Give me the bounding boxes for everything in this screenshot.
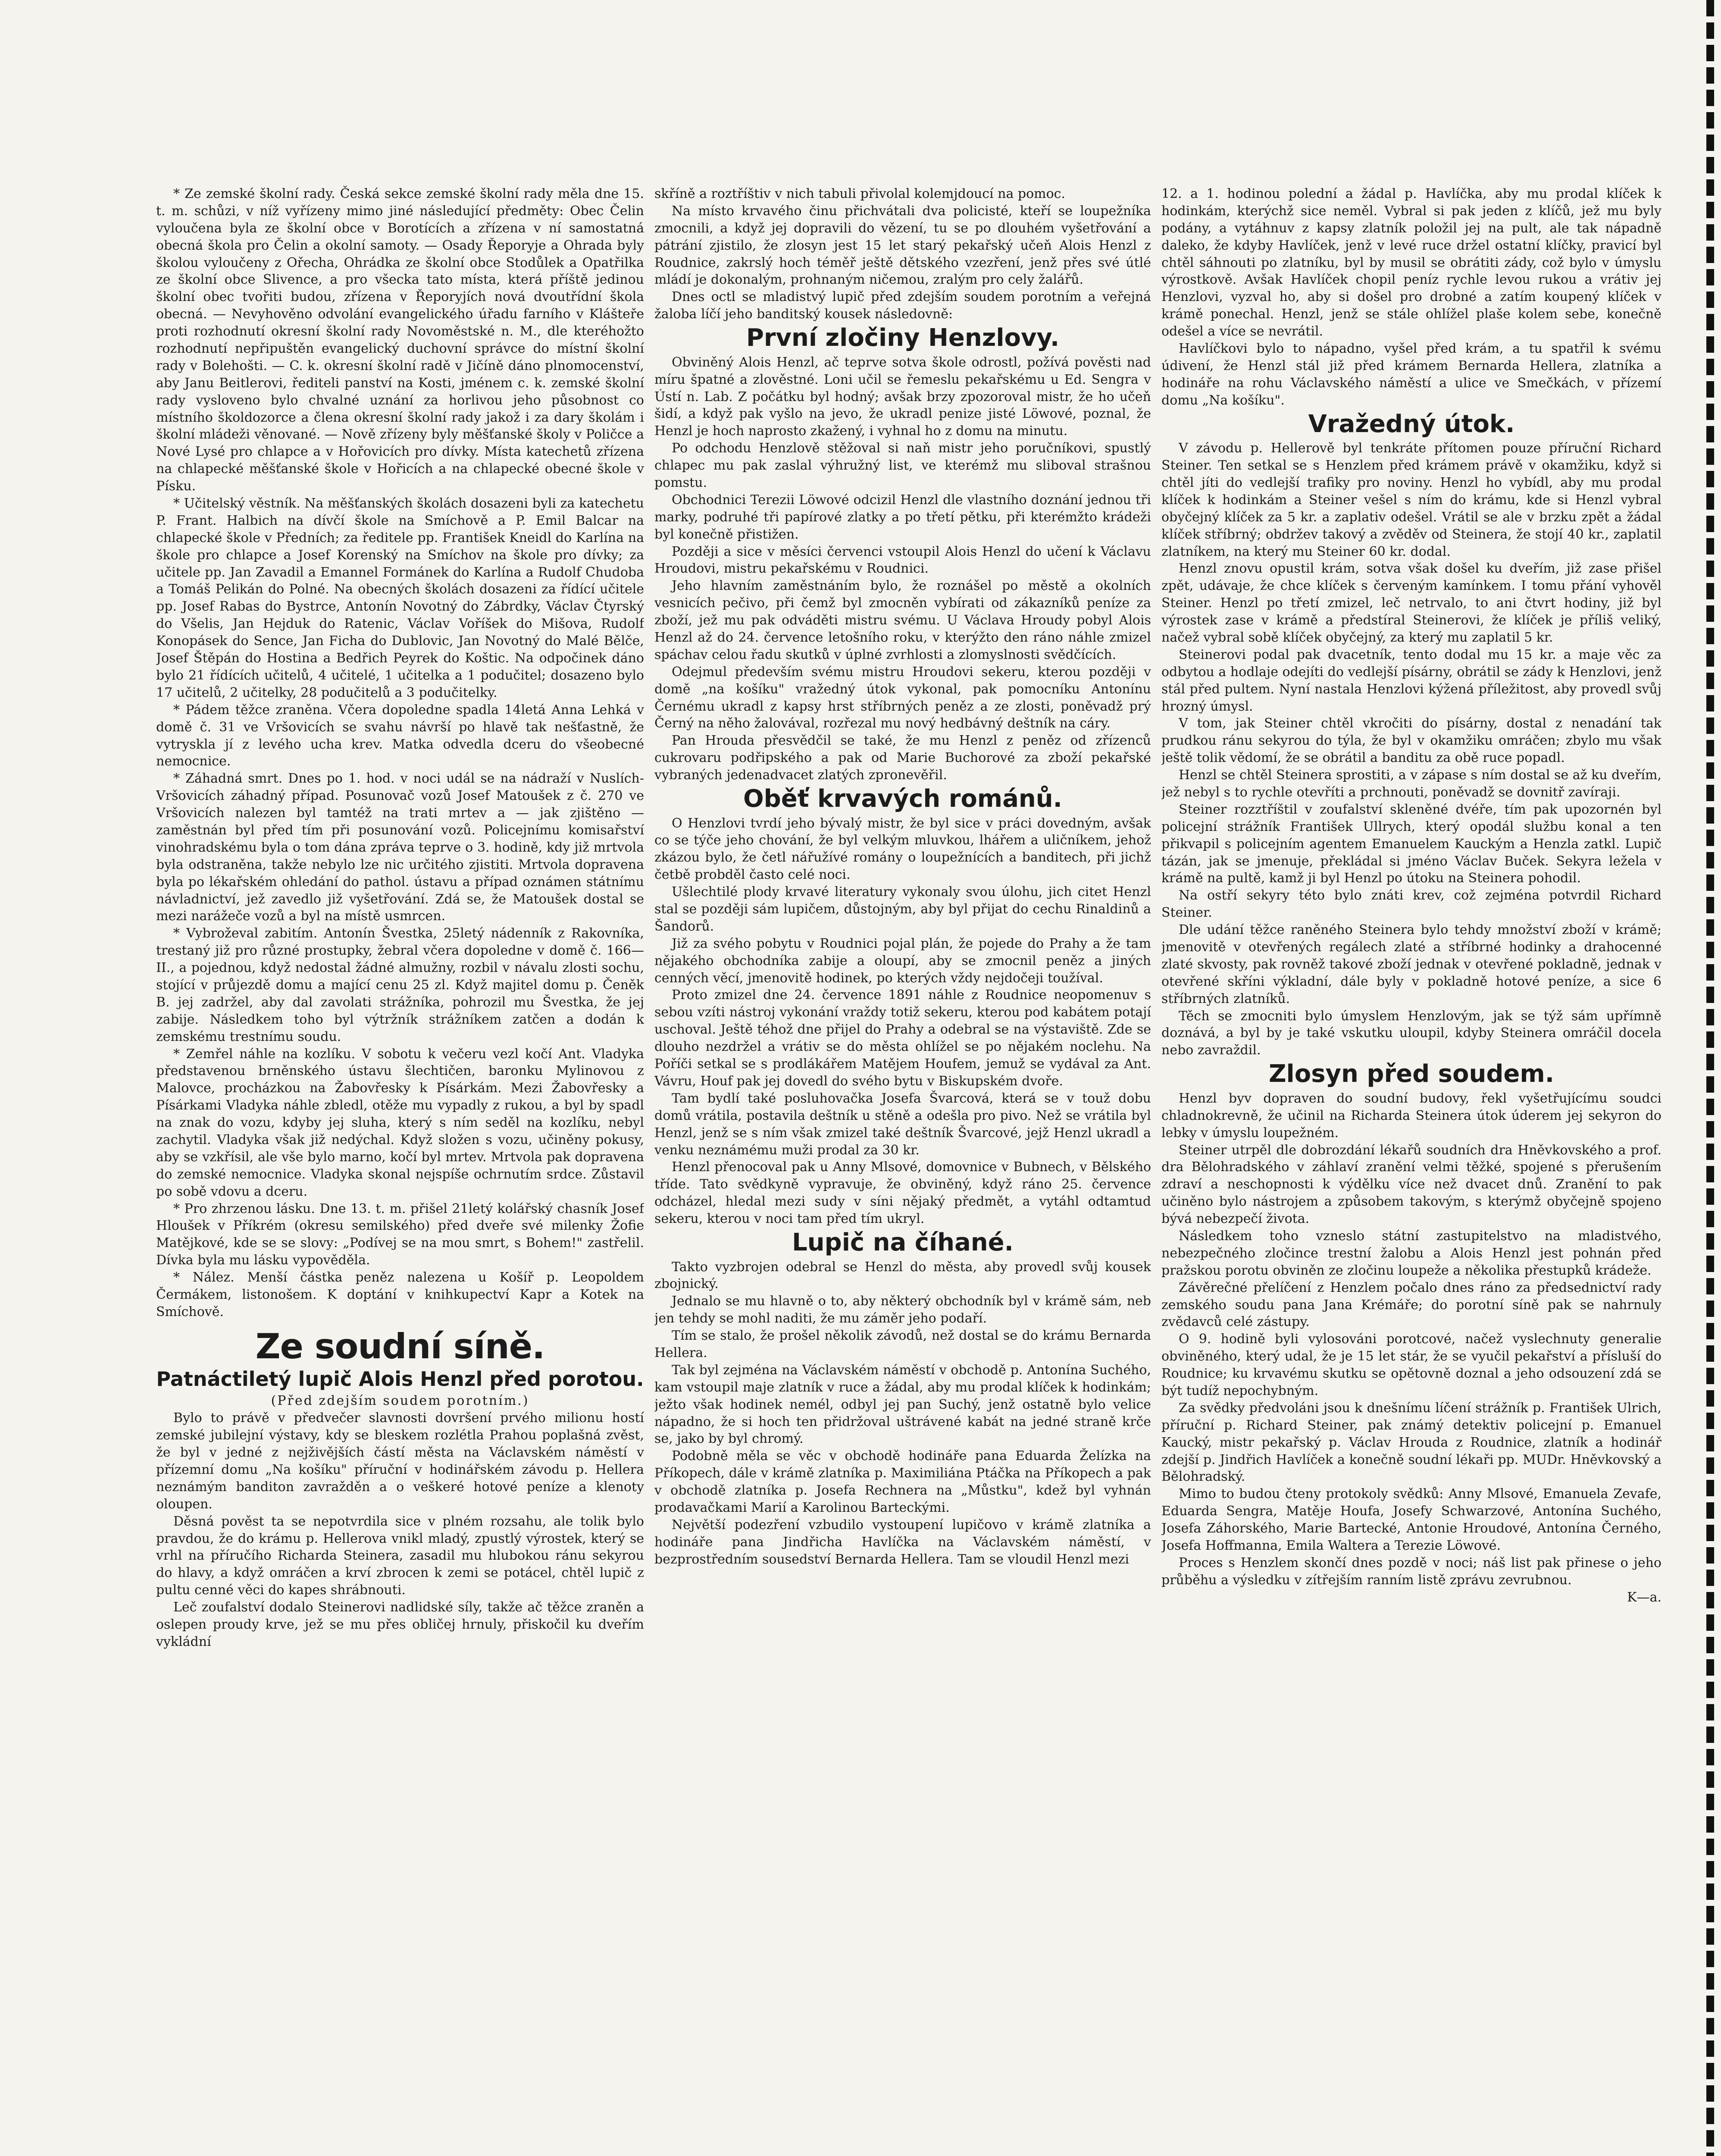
article-paragraph: Havlíčkovi bylo to nápadno, vyšel před krám, a tu spatřil k svému údivení, že Henzl stál již před krámem Bernarda Hellera, zlatníka a hodináře na rohu Václavského náměstí a ulice ve Smečkách, v přízemí domu „Na košíku". <box>1161 341 1662 408</box>
article-paragraph: Bylo to právě v předvečer slavnosti dovršení prvého milionu hostí zemské jubilejní výstavy, kdy se bleskem rozlétla Prahou poplašná zvěst, že byl v jedné z nejživějších částí města na Václavském náměstí v přízemní domu „Na košíku" příruční v hodinářském závodu p. Hellera neznámým banditon zavražděn a o veškeré hotové peníze a klenoty oloupen. <box>156 1410 644 1512</box>
article-paragraph: Následkem toho vzneslo státní zastupitelstvo na mladistvého, nebezpečného zločince trestní žalobu a Alois Henzl jest pohnán před pražskou porotu obviněn ze zločinu loupeže a několika přestupků krádeže. <box>1161 1228 1662 1278</box>
article-paragraph: Henzl se chtěl Steinera sprostiti, a v zápase s ním dostal se až ku dveřím, jež nebyl s to rychle otevříti a prchnouti, poněvadž se dovnitř zavíraji. <box>1161 768 1662 800</box>
article-paragraph: Největší podezření vzbudilo vystoupení lupičovo v krámě zlatníka a hodináře pana Jindřicha Havlíčka na Václavském náměstí, v bezprostředním sousedství Bernarda Hellera. Tam se vloudil Henzl mezi <box>654 1517 1151 1567</box>
article-subheading: (Před zdejším soudem porotním.) <box>271 1393 529 1409</box>
article-paragraph: Henzl přenocoval pak u Anny Mlsové, domovnice v Bubnech, v Bělského tříde. Tato svědkyně vypravuje, že obviněný, když ráno 25. července odcházel, hledal mezi sudy v síni nějaký předmět, a vytáhl odtamtud sekeru, kterou v noci tam před tím ukryl. <box>654 1159 1151 1227</box>
news-item-teacher-bulletin: * Učitelský věstník. Na měšťanských školách dosazeni byli za katechetu P. Frant. Halbich na dívčí škole na Smíchově a P. Emil Balcar na chlapecké škole v Předních; za ředitele pp. František Kneidl do Karlína na škole pro chlapce a Josef Korenský na Smíchov na škole pro dívky; za učitele pp. Jan Zavadil a Emannel Formánek do Karlína a Rudolf Chudoba a Tomáš Pelikán do Polné. Na obecných školách dosazeni za řídící učitele pp. Josef Rabas do Bystrce, Antonín Novotný do Zábrdky, Václav Čtyrský do Všelis, Jan Hejduk do Ratenic, Václav Voříšek do Mišova, Rudolf Konopásek do Sence, Jan Ficha do Dublovic, Jan Novotný do Malé Bělče, Josef Štěpán do Hostina a Bedřich Peyrek do Koštic. Na odpočinek dáno bylo 21 řídících učitelů, 4 učitelé, 1 učitelka a 1 podučitel; dosazeno bylo 17 učitelů, 2 učitelky, 28 podučitelů a 3 podučitelky. <box>156 496 644 700</box>
news-item-coachman-death: * Zemřel náhle na kozlíku. V sobotu k večeru vezl kočí Ant. Vladyka představenou brněnského ústavu šlechtičen, baronku Mylinovou z Malovce, procházkou na Žabovřesky k Písárkám. Mezi Žabovřesky a Písárkami Vladyka náhle zbledl, otěže mu vypadly z rukou, a byl by spadl na znak do vozu, kdyby jej sluha, který s ním seděl na kozlíku, nebyl zachytil. Vladyka však již nedýchal. Když složen s vozu, učiněny pokusy, aby se vzkřísil, ale vše bylo marno, kočí byl mrtev. Mrtvola pak dopravena do zemské nemocnice. Vladyka skonal nejspíše ochrnutím srdce. Zůstavil po sobě vdovu a dceru. <box>156 1046 644 1199</box>
column-middle <box>654 185 1151 2156</box>
article-paragraph: Těch se zmocniti bylo úmyslem Henzlovým, jak se týž sám upřímně doznává, a byl by je také vskutku uloupil, kdyby Steinera omráčil docela nebo zavraždil. <box>1161 1008 1662 1058</box>
article-paragraph: V závodu p. Hellerově byl tenkráte přítomen pouze příruční Richard Steiner. Ten setkal se s Henzlem před krámem právě v okamžiku, když si chtěl jíti do vedlejší trafiky pro noviny. Henzl ho vybídl, aby mu prodal klíček k hodinkám a Steiner vešel s ním do krámu, kde si Henzl vybral obyčejný klíček za 5 kr. a zaplativ odešel. Vrátil se ale v brzku zpět a žádal klíček stříbrný; obdržev takový a zvěděv od Steinera, že stojí 40 kr., zaplatil zlatníkem, na který mu Steiner 60 kr. dodal. <box>1161 441 1662 559</box>
article-paragraph: Jeho hlavním zaměstnáním bylo, že roznášel po městě a okolních vesnicích pečivo, při čemž byl zmocněn vybírati od zákazníků peníze za zboží, jež mu pak odváděti mistru svému. U Václava Hroudy pobyl Alois Henzl až do 24. července letošního roku, v kterýžto den ráno náhle zmizel spáchav celou řadu skutků v úplné zvrhlosti a zlomyslnosti svědčících. <box>654 578 1151 662</box>
article-paragraph: Tak byl zejména na Václavském náměstí v obchodě p. Antonína Suchého, kam vstoupil maje zlatník v ruce a žádal, aby mu prodal klíček k hodinkám; ježto však hodinek nemél, odbyl jej pan Suchý, jenž ostatně bylo velice nápadno, že si hoch ten přidržoval uštrávené kabát na jedné straně krče se, jako by byl chromý. <box>654 1362 1151 1447</box>
column-right <box>1161 185 1662 2156</box>
article-paragraph: Pan Hrouda přesvědčil se také, že mu Henzl z peněz od zřízenců cukrovaru podřipského a pak od Marie Buchorové za zboží pekařské vybraných jedenadvacet zlatých zpronevěřil. <box>654 733 1151 783</box>
article-paragraph: Za svědky předvoláni jsou k dnešnímu líčení strážník p. František Ulrich, příruční p. Richard Steiner, pak známý detektiv policejní p. Emanuel Kaucký, mistr pekařský p. Václav Hrouda z Roudnice, zlatník a hodinář zdejší p. Jindřich Havlíček a konečně soudní lékaři pp. MUDr. Hněvkovský a Bělohradský. <box>1161 1400 1662 1485</box>
column-left <box>156 185 644 2156</box>
article-paragraph: Leč zoufalství dodalo Steinerovi nadlidské síly, takže ač těžce zraněn a oslepen proudy krve, jež se mu přes obličej hrnuly, přiskočil ku dveřím vykládní <box>156 1600 644 1649</box>
article-paragraph: Děsná pověst ta se nepotvrdila sice v plném rozsahu, ale tolik bylo pravdou, že do krámu p. Hellerova vnikl mladý, zpustlý výrostek, který se vrhl na příručího Richarda Steinera, zasadil mu hlubokou ránu sekyrou do hlavy, a když omráčen a krví zbrocen k zemi se potácel, chtěl lupič z pultu cenné věci do kapes shrábnouti. <box>156 1514 644 1598</box>
article-paragraph: Jednalo se mu hlavně o to, aby některý obchodník byl v krámě sám, neb jen tehdy se mohl naditi, že mu záměr jeho podaří. <box>654 1294 1151 1326</box>
news-item-fall-injury: * Pádem těžce zraněna. Včera dopoledne spadla 14letá Anna Lehká v domě č. 31 ve Vršovicích se svahu návrší po hlavě tak nešťastně, že vytryskla jí z levého ucha krev. Matka odvedla dceru do všeobecné nemocnice. <box>156 702 644 769</box>
article-paragraph: Podobně měla se věc v obchodě hodináře pana Eduarda Želízka na Příkopech, dále v krámě zlatníka p. Maximiliána Ptáčka na Příkopech a pak v obchodě zlatníka p. Josefa Rechnera na „Můstku", kdež byl vyhnán prodavačkami Marií a Karolinou Barteckými. <box>654 1448 1151 1516</box>
article-paragraph: O 9. hodině byli vylosováni porotcové, načež vyslechnuty generalie obviněného, který udal, že je 15 let stár, že se vyučil pekařství a přísluší do Roudnice; ku krvavému skutku se opětovně doznal a jeho odsouzení zdá se být tudíž nepochybným. <box>1161 1332 1662 1398</box>
news-item-mysterious-death: * Záhadná smrt. Dnes po 1. hod. v noci udál se na nádraží v Nuslích-Vršovicích záhadný případ. Posunovač vozů Josef Matoušek z č. 270 ve Vršovicích nalezen byl tamtéž na trati mrtev a — jak zjištěno — zaměstnán byl před tím při posunování vozů. Policejnímu komisařství vinohradskému byla o tom dána zpráva teprve o 3. hodině, kdy již mrtvola byla odstraněna, takže nebylo lze nic určitého zjistiti. Mrtvola dopravena byla po lékařském ohledání do pathol. ústavu a případ oznámen státnímu návladnictví, jež zavedlo již vyšetřování. Zdá se, že Matoušek dostal se mezi narážeče vozů a byl na místě usmrcen. <box>156 771 644 924</box>
article-paragraph: Dnes octl se mladistvý lupič před zdejším soudem porotním a veřejná žaloba líčí jeho banditský kousek následovně: <box>654 289 1151 322</box>
article-paragraph: Henzl byv dopraven do soudní budovy, řekl vyšetřujícímu soudci chladnokrevně, že učinil na Richarda Steinera útok úderem jej sekyron do lebky v úmyslu loupežném. <box>1161 1091 1662 1141</box>
article-paragraph: Takto vyzbrojen odebral se Henzl do města, aby provedl svůj kousek zbojnický. <box>654 1259 1151 1292</box>
subsection-heading: Oběť krvavých románů. <box>743 784 1062 813</box>
article-paragraph: Na místo krvavého činu přichvátali dva policisté, kteří se loupežníka zmocnili, a když jej dopravili do vězení, tu se po dlouhém vyšetřování a pátrání zjistilo, že zlosyn jest 15 let starý pekařský učeň Alois Henzl z Roudnice, zakrslý hoch téměř ještě dětského vzezření, jenž přes své útlé mládí je dokonalým, prohnaným ničemou, zralým pro cely žalářů. <box>654 203 1151 288</box>
article-paragraph: Henzl znovu opustil krám, sotva však došel ku dveřím, již zase přišel zpět, udávaje, že chce klíček s červeným kamínkem. I tomu přání vyhověl Steiner. Henzl po třetí zmizel, leč netrvalo, to ani čtvrt hodiny, již byl výrostek zase v krámě a předstíral Steinerovi, že klíček je příliš veliký, načež vybral sobě klíček obyčejný, za který mu zaplatil 5 kr. <box>1161 561 1662 645</box>
article-paragraph: Na ostří sekyry této bylo znáti krev, což zejména potvrdil Richard Steiner. <box>1161 888 1662 921</box>
article-paragraph: Ušlechtilé plody krvavé literatury vykonaly svou úlohu, jich citet Henzl stal se později sám lupičem, důstojným, aby byl přijat do cechu Rinaldinů a Šandorů. <box>654 884 1151 934</box>
article-paragraph: Mimo to budou čteny protokoly svědků: Anny Mlsové, Emanuela Zevafe, Eduarda Sengra, Matěje Houfa, Josefy Schwarzové, Antonína Suchého, Josefa Záhorského, Marie Bartecké, Antonie Hroudové, Antonína Černého, Josefa Hoffmanna, Emila Waltera a Terezie Löwové. <box>1161 1486 1662 1553</box>
subsection-heading: První zločiny Henzlovy. <box>746 324 1060 352</box>
author-signature: K—a. <box>1627 1589 1662 1605</box>
article-headline: Patnáctiletý lupič Alois Henzl před porotou. <box>156 1367 644 1391</box>
page-edge-border-right <box>1706 0 1714 2156</box>
article-paragraph: O Henzlovi tvrdí jeho bývalý mistr, že byl sice v práci dovedným, avšak co se týče jeho chování, že byl velkým mluvkou, lhářem a uličníkem, jehož zkázou bylo, že četl nářužívé romány o loupežnících a banditech, při jichž četbě probděl často celé noci. <box>654 815 1151 883</box>
article-paragraph: Po odchodu Henzlově stěžoval si naň mistr jeho poručníkovi, spustlý chlapec mu pak zaslal výhružný list, ve kterémž mu sliboval strašnou pomstu. <box>654 441 1151 490</box>
article-paragraph: Obchodnici Terezii Löwové odcizil Henzl dle vlastního doznání jednou tři marky, podruhé tři papírové zlatky a po třetí pětku, při kterémžto krádeži byl konečně přistižen. <box>654 492 1151 542</box>
article-paragraph: Závěrečné přelíčení z Henzlem počalo dnes ráno za předsednictví rady zemského soudu pana Jana Krémáře; do porotní síně pak se nahrnuly zvědavců celé zástupy. <box>1161 1280 1662 1330</box>
news-item-found-money: * Nález. Menší částka peněz nalezena u Košíř p. Leopoldem Čermákem, listonošem. K doptání v knihkupectví Kapr a Kotek na Smíchově. <box>156 1270 644 1319</box>
article-paragraph: V tom, jak Steiner chtěl vkročiti do písárny, dostal z nenadání tak prudkou ránu sekyrou do týla, že byl v okamžiku omráčen; zbylo mu však ještě tolik vědomí, že se obrátil a banditu za obě ruce popadl. <box>1161 716 1662 766</box>
article-paragraph: 12. a 1. hodinou polední a žádal p. Havlíčka, aby mu prodal klíček k hodinkám, kterýchž sice neměl. Vybral si pak jeden z klíčů, jež mu byly podány, a vytáhnuv z kapsy zlatník položil jej na pult, ale tak nápadně daleko, že kdyby Havlíček, jenž v levé ruce držel ostatní klíčky, pravicí byl chtěl sáhnouti po zlatníku, byl by musil se obrátiti zády, což bylo v úmyslu výrostkově. Avšak Havlíček chopil peníz rychle levou rukou a vrátiv jej Henzlovi, vyzval ho, aby si došel pro drobné a zatím koupený klíček v krámě ponechal. Henzl, jenž se stále ohlížel plaše kolem sebe, konečně odešel a více se nevrátil. <box>1161 186 1662 339</box>
section-heading-court: Ze soudní síně. <box>255 1326 545 1366</box>
article-paragraph: Tam bydlí také posluhovačka Josefa Švarcová, která se v touž dobu domů vrátila, postavila deštník u stěně a odešla pro pivo. Než se vrátila byl Henzl, jenž se s ním však zmizel také deštník Švarcové, jejž Henzl ukradl a venku neznámému muži prodal za 30 kr. <box>654 1091 1151 1158</box>
article-paragraph: Tím se stalo, že prošel několik závodů, než dostal se do krámu Bernarda Hellera. <box>654 1328 1151 1360</box>
article-paragraph: Odejmul především svému mistru Hroudovi sekeru, kterou později v domě „na košíku" vražedný útok vykonal, pak pomocníku Antonínu Černému ukradl z kapsy hrst stříbrných peněz a ze zlosti, poněvadž prý Černý na něho žalovával, rozřezal mu nový hedbávný deštník na cáry. <box>654 664 1151 731</box>
news-item-threat: * Vybroževal zabitím. Antonín Švestka, 25letý nádenník z Rakovníka, trestaný již pro různé prostupky, žebral včera dopoledne v domě č. 166—II., a pojednou, když nedostal žádné almužny, rozbil v návalu zlosti sochu, stojící v průjezdě domu a mající cenu 25 zl. Když majitel domu p. Čeněk B. jej zadržel, aby dal zavolati strážníka, pohrozil mu Švestka, že jej zabije. Následkem toho byl výtržník strážníkem zatčen a dodán k zemskému trestnímu soudu. <box>156 926 644 1044</box>
subsection-heading: Vražedný útok. <box>1308 410 1515 438</box>
article-paragraph: skříně a roztříštiv v nich tabuli přivolal kolemjdoucí na pomoc. <box>654 186 1065 201</box>
article-paragraph: Později a sice v měsíci červenci vstoupil Alois Henzl do učení k Václavu Hroudovi, mistru pekařskému v Roudnici. <box>654 544 1151 577</box>
news-item-scorned-love: * Pro zhrzenou lásku. Dne 13. t. m. přišel 21letý kolářský chasník Josef Hloušek v Příkrém (okresu semilského) před dveře své milenky Žofie Matějkové, kde se se slovy: „Podívej se na mou smrt, s Bohem!" zastřelil. Dívka byla mu lásku vypověděla. <box>156 1201 644 1268</box>
subsection-heading: Zlosyn před soudem. <box>1268 1060 1555 1088</box>
subsection-heading: Lupič na číhané. <box>792 1228 1014 1257</box>
article-paragraph: Dle udání těžce raněného Steinera bylo tehdy množství zboží v krámě; jmenovitě v otevřených regálech zlaté a stříbrné hodinky a drahocenné zlaté skvosty, pak rovněž takové zboží jednak v otevřené pokladně, jednak v otevřené skříni výkladní, dále byly v pokladně hotové peníze, a sice 6 stříbrných zlatníků. <box>1161 922 1662 1006</box>
article-paragraph: Obviněný Alois Henzl, ač teprve sotva škole odrostl, požívá pověsti nad míru špatné a zlověstné. Loni učil se řemeslu pekařskému u Ed. Sengra v Ústí n. Lab. Z počátku byl hodný; avšak brzy zpozoroval mistr, že ho učeň šidí, a když pak vyšlo na jevo, že ukradl penize jisté Löwové, poznal, že Henzl je hoch naprosto zkažený, i vyhnal ho z domu na minutu. <box>654 354 1151 439</box>
article-paragraph: Již za svého pobytu v Roudnici pojal plán, že pojede do Prahy a že tam nějakého obchodníka zabije a oloupí, aby se zmocnil peněz a jiných cenných věcí, jmenovitě hodinek, po kterých vždy nejdočeji toužíval. <box>654 936 1151 986</box>
article-paragraph: Proces s Henzlem skončí dnes pozdě v noci; náš list pak přinese o jeho průběhu a výsledku v zítřejším ranním listě zprávu zevrubnou. <box>1161 1555 1662 1588</box>
article-paragraph: Steinerovi podal pak dvacetník, tento dodal mu 15 kr. a maje věc za odbytou a hodlaje odejíti do vedlejší písárny, obrátil se zády k Henzlovi, jenž stál před pultem. Nyní nastala Henzlovi kýžená příležitost, aby provedl svůj hrozný úmysl. <box>1161 647 1662 714</box>
article-paragraph: Steiner rozztříštil v zoufalství skleněné dvéře, tím pak upozornén byl policejní strážník František Ullrych, který opodál službu konal a ten přikvapil s policejním agentem Emanuelem Kauckým a Henzla zatkl. Lupič tázán, jak se jmenuje, překládal si jméno Václav Buček. Sekyra ležela v krámě na pultě, kamž ji byl Henzl po útoku na Steinera pohodil. <box>1161 802 1662 886</box>
news-item-school-board: * Ze zemské školní rady. Česká sekce zemské školní rady měla dne 15. t. m. schůzi, v níž vyřízeny mimo jiné následující předměty: Obec Čelin vyloučena byla ze školní obce v Borotících a zřízena v ní samostatná obecná škola pro Čelin a okolní samoty. — Osady Řeporyje a Ohrada byly školou vyloučeny z Ořecha, Ohrádka ze školní obce Stodůlek a Opatřilka ze školní obce Slivence, a pro všecka tato místa, která příště jedinou školní obec tvořiti budou, zřízena v Řeporyjích nová dvoutřídní škola obecná. — Nevyhověno odvolání evangelického úřadu farního v Klášteře proti rozhodnutí okresní školní rady Novoměstské n. M., dle kteréhožto rozhodnutí nepřipuštěn evangelický duchovní správce do místní školní rady v Bolehošti. — C. k. okresní školní radě v Jičíně dáno plnomocenství, aby Janu Beitlerovi, řediteli panství na Kosti, jménem c. k. zemské školní rady vysloveno bylo chvalné uznání za horlivou jeho působnost co místního školdozorce a člena okresní školní rady jakož i za dary školám i školní mládeži věnované. — Nově zřízeny byly měšťanské školy v Poličce a Nové Lysé pro chlapce a v Hořovicích pro dívky. Místa katechetů zřízena na chlapecké měšťanské škole v Hořicích a na chlapecké obecné škole v Písku. <box>156 186 644 494</box>
article-paragraph: Steiner utrpěl dle dobrozdání lékařů soudních dra Hněvkovského a prof. dra Bělohradského v záhlaví zranění velmi těžké, spojené s přerušením zdraví a neschopnosti k výdělku více než dvacet dnů. Zranění to pak učiněno bylo nástrojem a způsobem takovým, s kterýmž obyčejně spojeno bývá nebezpečí života. <box>1161 1142 1662 1227</box>
article-paragraph: Proto zmizel dne 24. července 1891 náhle z Roudnice neopomenuv s sebou vzíti nástroj vykonání vraždy totiž sekeru, kterou pod kabátem potají uschoval. Ještě téhož dne přijel do Prahy a odebral se na výstaviště. Zde se dlouho nezdržel a vrátiv se do města ohlížel se po nějakém noclehu. Na Poříči setkal se s prodlákářem Matějem Houfem, jemuž se vydával za Ant. Vávru, Houf pak jej dovedl do svého bytu v Biskupském dvoře. <box>654 987 1151 1089</box>
